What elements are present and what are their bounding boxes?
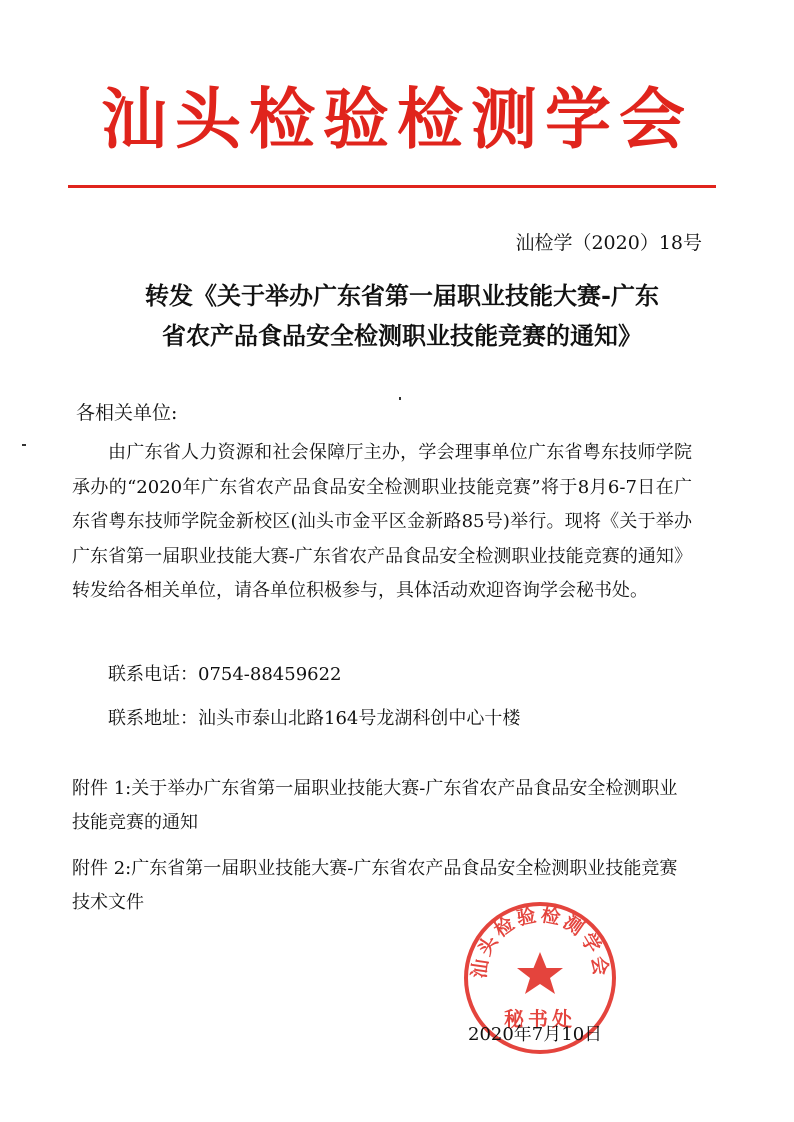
document-date: 2020年7月10日 [468, 1024, 603, 1045]
attachment-2: 附件 2:广东省第一届职业技能大赛-广东省农产品食品安全检测职业技能竞赛技术文件 [72, 858, 678, 913]
scan-speck [399, 397, 401, 400]
letterhead-divider [68, 185, 716, 188]
document-number: 汕检学（2020）18号 [515, 232, 702, 254]
contact-address: 联系地址：汕头市泰山北路164号龙湖科创中心十楼 [108, 708, 521, 729]
salutation: 各相关单位: [76, 402, 178, 424]
seal-ring-text: 汕头检验检测学会 [468, 903, 612, 980]
scan-speck [22, 444, 26, 446]
body-paragraph: 由广东省人力资源和社会保障厅主办，学会理事单位广东省粤东技师学院承办的“2020年广东省农产品食品安全检测职业技能竞赛”将于8月6-7日在广东省粤东技师学院金新校区(汕头市金平区金新路85号)举行。现将《关于举办广东省第一届职业技能大赛-广东省农产品食品安全检测职业技能竞赛的通知》转发给各相关单位，请各单位积极参与，具体活动欢迎咨询学会秘书处。 [72, 442, 692, 601]
title-line-2: 省农产品食品安全检测职业技能竞赛的通知》 [162, 321, 642, 350]
seal-star-icon [517, 952, 563, 994]
contact-phone: 联系电话：0754-88459622 [108, 664, 342, 685]
seal-center-text: 秘书处 [504, 1007, 576, 1031]
attachment-1: 附件 1:关于举办广东省第一届职业技能大赛-广东省农产品食品安全检测职业技能竞赛的通知 [72, 778, 678, 833]
organization-letterhead: 汕头检验检测学会 [101, 80, 693, 158]
document-title [62, 276, 742, 356]
title-line-1: 转发《关于举办广东省第一届职业技能大赛-广东 [145, 281, 659, 310]
